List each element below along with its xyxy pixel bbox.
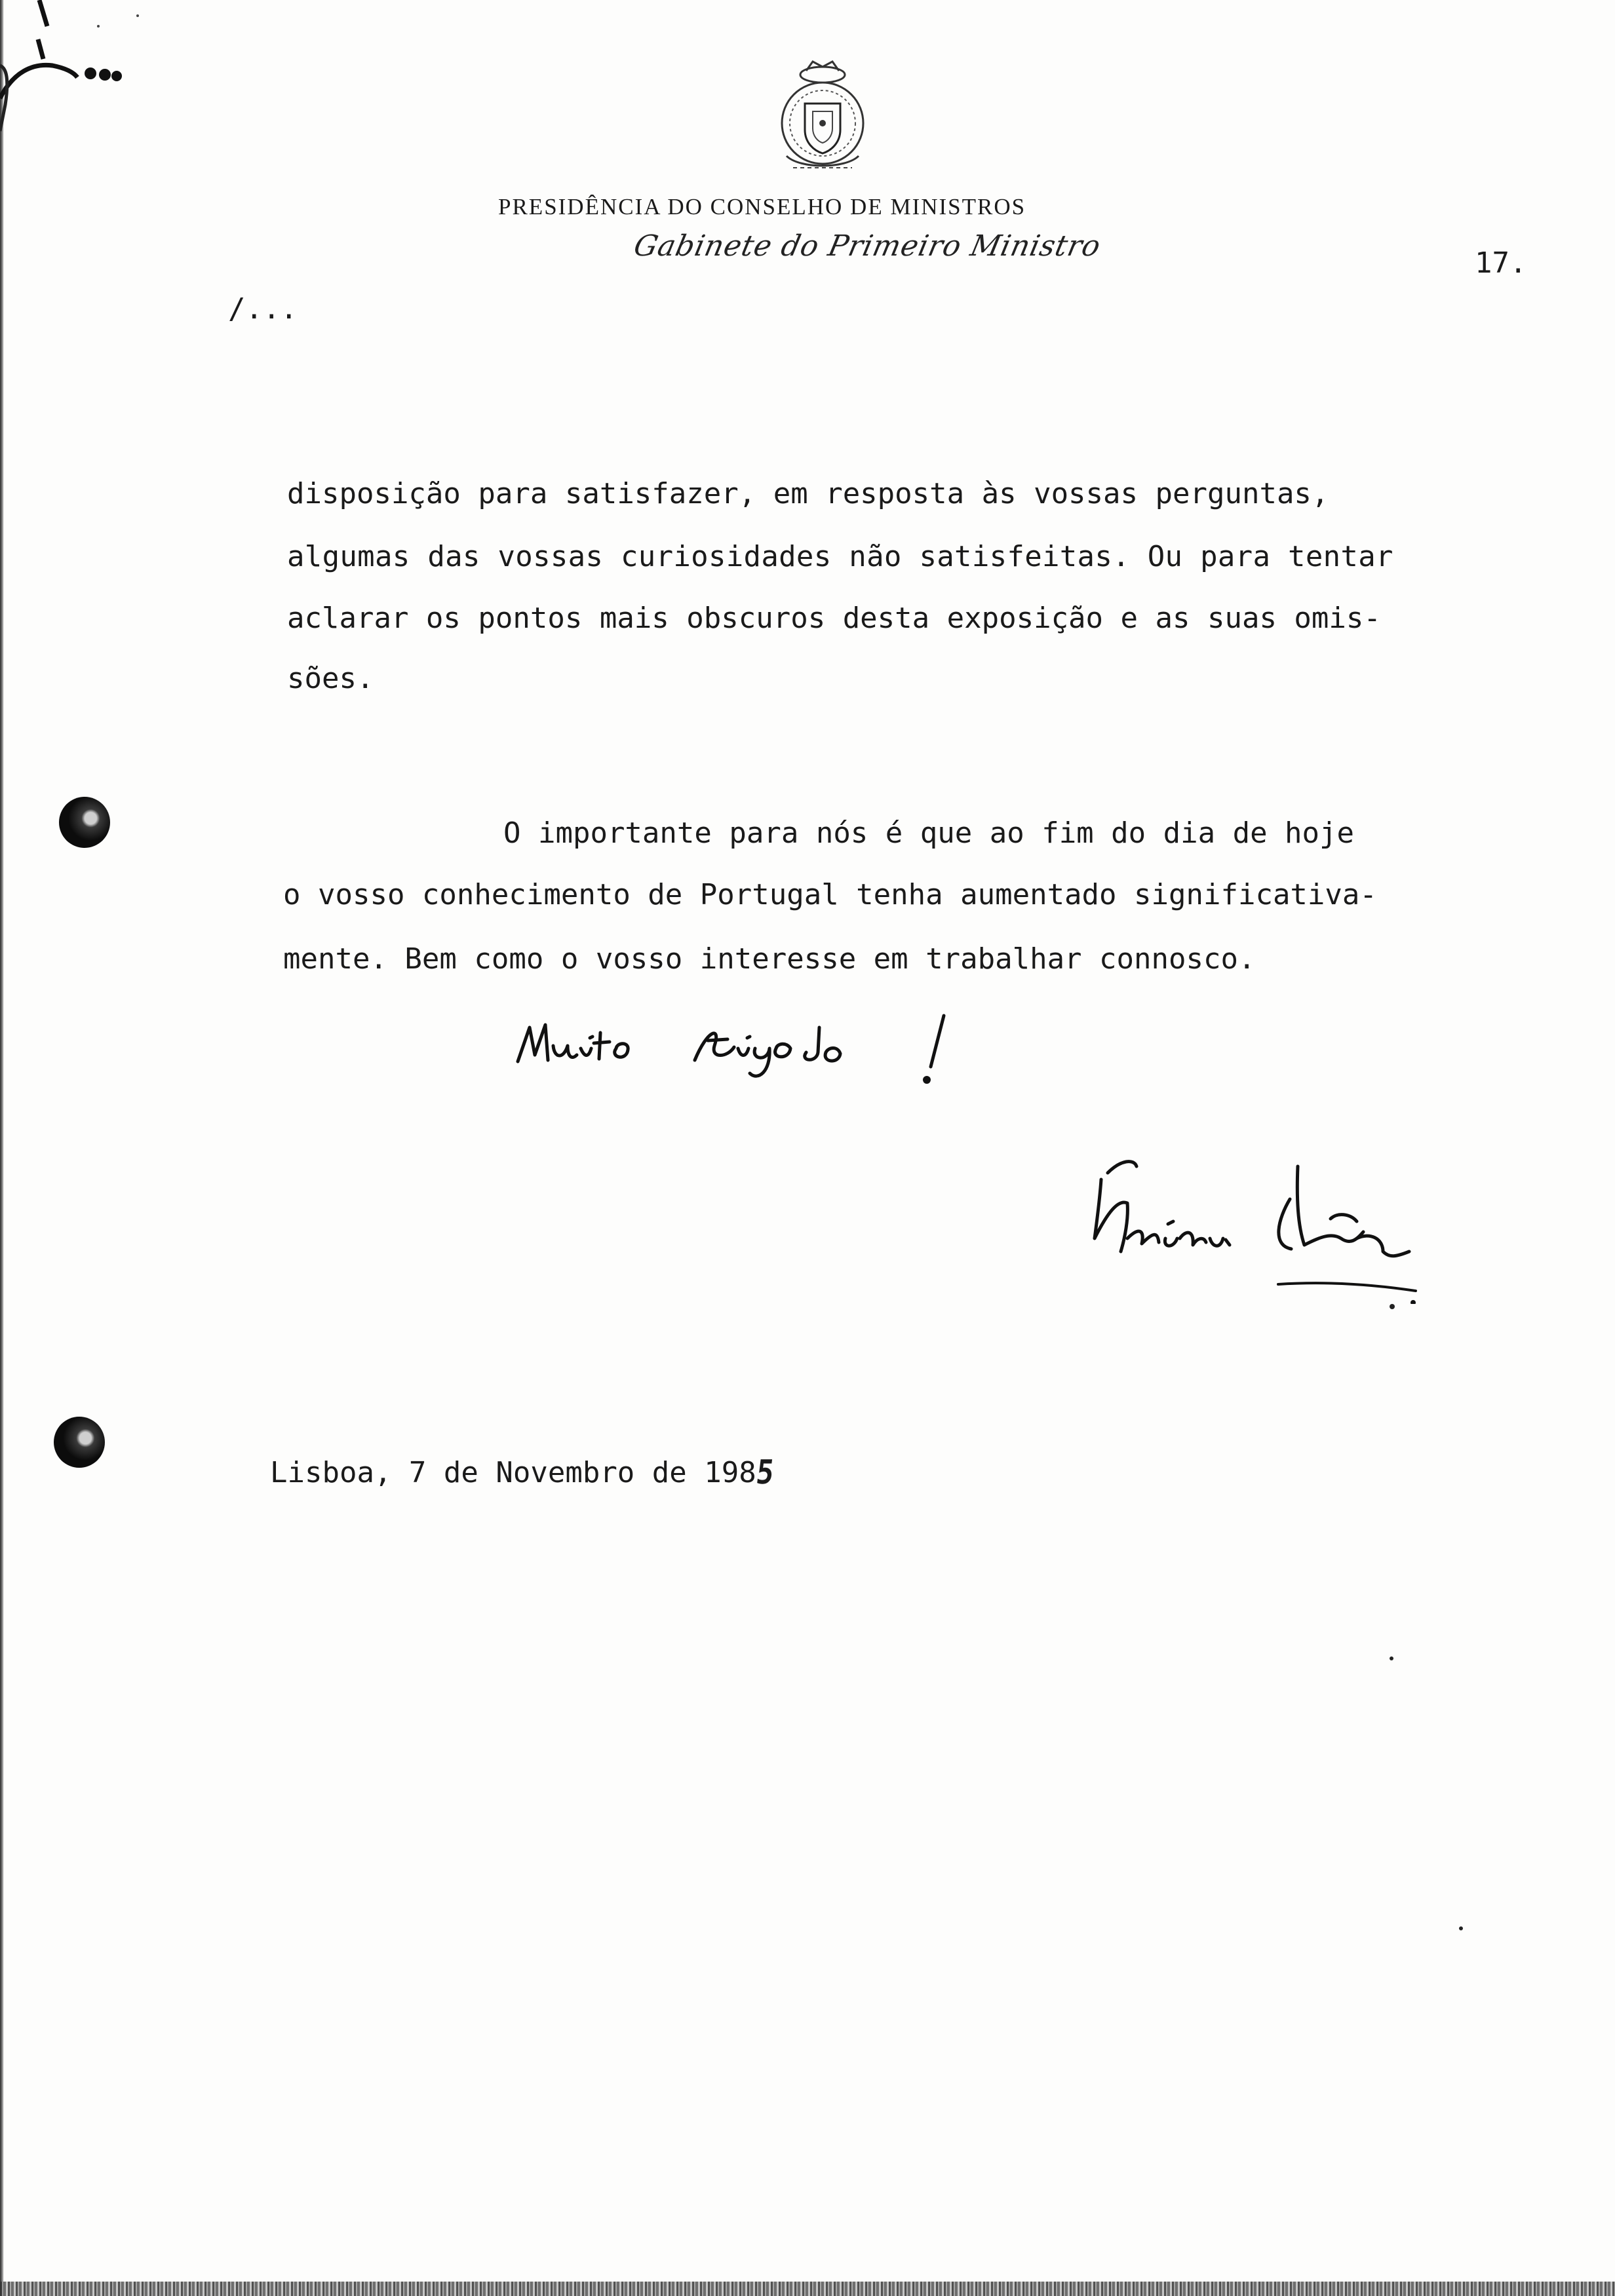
text-line: O importante para nós é que ao fim do dia de hoje bbox=[503, 816, 1355, 850]
text-line: sões. bbox=[287, 662, 374, 695]
text-line: mente. Bem como o vosso interesse em trabalhar connosco. bbox=[283, 942, 1256, 976]
scan-left-edge bbox=[0, 0, 4, 2296]
letterhead-subtitle: Gabinete do Primeiro Ministro bbox=[631, 229, 1104, 263]
punch-hole-upper bbox=[59, 797, 110, 848]
date-text: Lisboa, 7 de Novembro de 198 bbox=[270, 1456, 756, 1489]
scan-bottom-edge bbox=[0, 2282, 1615, 2296]
continuation-mark: /... bbox=[228, 292, 298, 326]
text-line: o vosso conhecimento de Portugal tenha aumentado significativa- bbox=[283, 878, 1377, 911]
signature bbox=[1081, 1140, 1449, 1304]
date-year-digit: 5 bbox=[754, 1453, 776, 1492]
text-line: aclarar os pontos mais obscuros desta exposição e as suas omis- bbox=[287, 602, 1381, 635]
scan-speck bbox=[1390, 1304, 1395, 1309]
coat-of-arms-seal bbox=[767, 58, 878, 182]
corner-ink-mark bbox=[0, 0, 157, 144]
handwritten-note bbox=[511, 1009, 1022, 1094]
scan-speck bbox=[1459, 1926, 1463, 1930]
page-number: 17. bbox=[1475, 246, 1527, 280]
punch-hole-lower bbox=[54, 1417, 105, 1468]
text-line: algumas das vossas curiosidades não satisfeitas. Ou para tentar bbox=[287, 540, 1393, 573]
letterhead-title: PRESIDÊNCIA DO CONSELHO DE MINISTROS bbox=[498, 194, 1026, 220]
scan-speck bbox=[1390, 1656, 1393, 1660]
text-line: disposição para satisfazer, em resposta às vossas perguntas, bbox=[287, 477, 1329, 510]
date-line bbox=[270, 1453, 776, 1492]
